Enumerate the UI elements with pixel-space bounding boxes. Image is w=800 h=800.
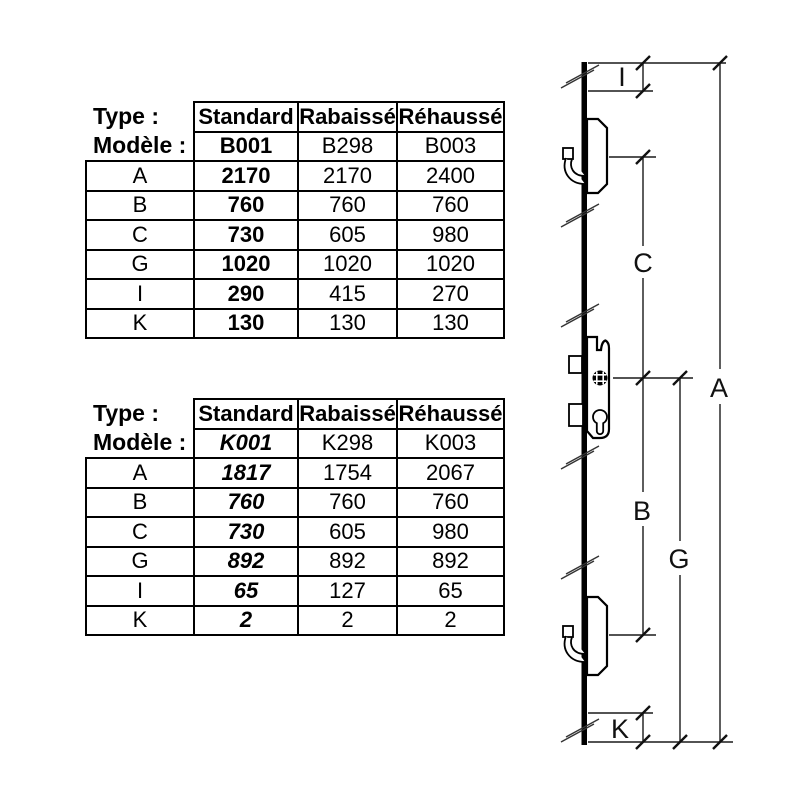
table-row xyxy=(86,309,504,339)
dim-row-label: A xyxy=(86,161,194,191)
dim-value: 1754 xyxy=(298,458,397,488)
table-row-type xyxy=(86,399,504,429)
dim-value: 130 xyxy=(298,309,397,339)
table-row xyxy=(86,576,504,606)
dim-value: 1020 xyxy=(397,250,504,280)
col-header-rehausse: Réhaussé xyxy=(397,102,504,132)
dim-value: 2170 xyxy=(194,161,298,191)
dim-value: 290 xyxy=(194,279,298,309)
col-header-rehausse: Réhaussé xyxy=(397,399,504,429)
dim-value: 760 xyxy=(298,191,397,221)
dim-row-label: G xyxy=(86,250,194,280)
table-row xyxy=(86,488,504,518)
spindle-follower xyxy=(593,371,608,386)
model-standard: B001 xyxy=(194,132,298,162)
dim-value: 605 xyxy=(298,517,397,547)
dim-value: 892 xyxy=(397,547,504,577)
spec-table xyxy=(85,398,505,636)
dim-row-label: K xyxy=(86,309,194,339)
dim-value: 760 xyxy=(298,488,397,518)
dim-value: 605 xyxy=(298,220,397,250)
model-standard: K001 xyxy=(194,429,298,459)
table-row xyxy=(86,250,504,280)
dim-value: 270 xyxy=(397,279,504,309)
dim-row-label: I xyxy=(86,576,194,606)
dim-value: 760 xyxy=(397,191,504,221)
table-row xyxy=(86,517,504,547)
dim-label-k: K xyxy=(610,714,630,744)
dim-value: 892 xyxy=(194,547,298,577)
dim-value: 2 xyxy=(194,606,298,636)
table-row xyxy=(86,458,504,488)
dim-value: 2067 xyxy=(397,458,504,488)
dim-value: 2 xyxy=(298,606,397,636)
dim-label-c: C xyxy=(633,248,653,278)
dim-row-label: G xyxy=(86,547,194,577)
modele-caption: Modèle : xyxy=(93,429,187,456)
dim-value: 980 xyxy=(397,517,504,547)
dim-value: 980 xyxy=(397,220,504,250)
col-header-standard: Standard xyxy=(194,102,298,132)
modele-caption: Modèle : xyxy=(93,132,187,159)
dim-value: 760 xyxy=(194,488,298,518)
table-row xyxy=(86,279,504,309)
type-caption: Type : xyxy=(93,103,160,130)
col-header-rabaisse: Rabaissé xyxy=(298,399,397,429)
dim-value: 130 xyxy=(397,309,504,339)
spec-table-b-series xyxy=(85,101,505,339)
dim-row-label: C xyxy=(86,220,194,250)
table-row xyxy=(86,220,504,250)
dim-value: 730 xyxy=(194,517,298,547)
table-row xyxy=(86,547,504,577)
dim-value: 415 xyxy=(298,279,397,309)
dim-value: 65 xyxy=(194,576,298,606)
table-row xyxy=(86,191,504,221)
dim-value: 760 xyxy=(194,191,298,221)
dim-row-label: K xyxy=(86,606,194,636)
dim-row-label: A xyxy=(86,458,194,488)
spec-table xyxy=(85,101,505,339)
table-row xyxy=(86,161,504,191)
dim-value: 1020 xyxy=(194,250,298,280)
dim-value: 892 xyxy=(298,547,397,577)
dim-row-label: C xyxy=(86,517,194,547)
col-header-rabaisse: Rabaissé xyxy=(298,102,397,132)
dim-label-g: G xyxy=(668,544,690,574)
dim-value: 760 xyxy=(397,488,504,518)
center-lock-case xyxy=(569,337,609,438)
dim-label-a: A xyxy=(709,373,729,403)
spec-table-k-series xyxy=(85,398,505,636)
model-rehausse: B003 xyxy=(397,132,504,162)
dim-value: 1817 xyxy=(194,458,298,488)
dim-row-label: B xyxy=(86,191,194,221)
dim-label-b: B xyxy=(632,496,652,526)
dim-value: 127 xyxy=(298,576,397,606)
dim-value: 65 xyxy=(397,576,504,606)
type-caption: Type : xyxy=(93,400,160,427)
lock-dimension-drawing xyxy=(540,40,795,770)
dim-value: 2 xyxy=(397,606,504,636)
table-row-model xyxy=(86,132,504,162)
dim-value: 1020 xyxy=(298,250,397,280)
table-row xyxy=(86,606,504,636)
table-row-type xyxy=(86,102,504,132)
deadbolt xyxy=(569,404,583,426)
dim-label-i: I xyxy=(618,62,626,92)
dim-value: 2170 xyxy=(298,161,397,191)
latch-bolt xyxy=(569,356,582,373)
dim-row-label: I xyxy=(86,279,194,309)
dim-value: 730 xyxy=(194,220,298,250)
model-rabaisse: B298 xyxy=(298,132,397,162)
col-header-standard: Standard xyxy=(194,399,298,429)
dim-value: 2400 xyxy=(397,161,504,191)
model-rehausse: K003 xyxy=(397,429,504,459)
dim-row-label: B xyxy=(86,488,194,518)
table-row-model xyxy=(86,429,504,459)
dim-value: 130 xyxy=(194,309,298,339)
model-rabaisse: K298 xyxy=(298,429,397,459)
